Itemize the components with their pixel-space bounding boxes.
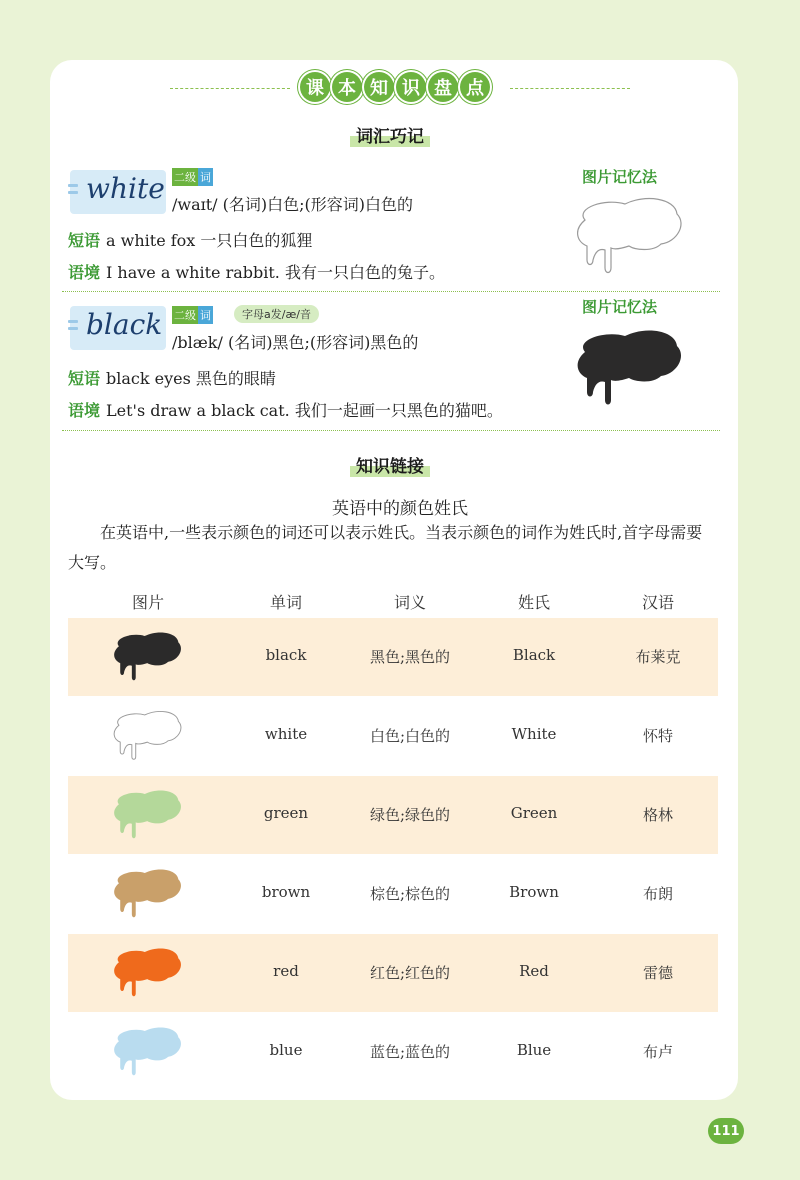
blue-paint-icon [106, 1021, 190, 1081]
table-cell-meaning: 黑色;黑色的 [369, 648, 451, 666]
white-paint-icon [565, 190, 695, 280]
header-cell: 姓氏 [517, 593, 551, 612]
word-definition: /waɪt/ (名词)白色;(形容词)白色的 [172, 195, 414, 214]
red-paint-icon [106, 942, 190, 1002]
paint-shape [114, 632, 181, 680]
table-title: 英语中的颜色姓氏 [332, 499, 468, 519]
table-row [68, 697, 718, 775]
context-text: I have a white rabbit. 我有一只白色的兔子。 [106, 263, 445, 282]
table-cell-chinese: 布莱克 [635, 648, 681, 666]
table-cell-surname: Black [512, 646, 556, 664]
paint-shape [114, 711, 181, 759]
paint-shape [114, 790, 181, 838]
banner-char: 盘 [428, 72, 458, 102]
phrase-line [68, 366, 276, 389]
page-number: 111 [708, 1118, 744, 1144]
banner-char: 课 [300, 72, 330, 102]
table-cell-word: black [265, 646, 307, 664]
table-row [68, 618, 718, 696]
phonics-tag: 字母a发/æ/音 [234, 305, 319, 323]
table-cell-chinese: 雷德 [642, 964, 674, 982]
table-cell-surname: White [511, 725, 557, 743]
section-banner [300, 72, 490, 102]
context-label: 语境 [68, 401, 101, 420]
word-tag-black [70, 306, 166, 350]
table-cell-chinese: 布朗 [642, 885, 674, 903]
table-header [68, 588, 718, 616]
level-badge: 二级 词 [172, 306, 213, 324]
table-row [68, 776, 718, 854]
context-label: 语境 [68, 263, 101, 282]
table-cell-word: red [273, 962, 299, 980]
header-cell: 汉语 [641, 593, 675, 612]
context-line [68, 398, 503, 421]
section-divider [62, 291, 720, 292]
paint-shape [578, 199, 681, 273]
table-cell-meaning: 棕色;棕色的 [369, 885, 451, 903]
paint-shape [114, 948, 181, 996]
level-badge: 二级 词 [172, 168, 213, 186]
table-cell-chinese: 格林 [642, 806, 674, 824]
black-paint-icon [565, 322, 695, 412]
banner-char: 点 [460, 72, 490, 102]
phrase-text: a white fox 一只白色的狐狸 [106, 231, 313, 250]
knowledge-heading: 知识链接 [350, 452, 430, 477]
banner-char: 识 [396, 72, 426, 102]
phrase-text: black eyes 黑色的眼睛 [106, 369, 276, 388]
intro-paragraph: 在英语中,一些表示颜色的词还可以表示姓氏。当表示颜色的词作为姓氏时,首字母需要大写。 [68, 523, 703, 572]
banner-char: 知 [364, 72, 394, 102]
banner-divider-right [510, 88, 630, 89]
table-cell-surname: Blue [516, 1041, 552, 1059]
paint-shape [578, 331, 681, 405]
phrase-label: 短语 [68, 231, 101, 250]
table-row [68, 855, 718, 933]
context-line [68, 260, 445, 283]
table-cell-surname: Red [519, 962, 549, 980]
memo-label: 图片记忆法 [582, 168, 658, 186]
word-tag-white [70, 170, 166, 214]
banner-char: 本 [332, 72, 362, 102]
black-paint-icon [106, 626, 190, 686]
word-heading: white [86, 172, 165, 205]
table-cell-meaning: 红色;红色的 [369, 964, 451, 982]
table-cell-meaning: 绿色;绿色的 [369, 806, 451, 824]
paint-shape [114, 869, 181, 917]
table-cell-word: green [263, 804, 309, 822]
table-cell-word: brown [261, 883, 311, 901]
vocab-heading: 词汇巧记 [350, 122, 430, 147]
table-row [68, 1013, 718, 1091]
paint-shape [114, 1027, 181, 1075]
memo-label: 图片记忆法 [582, 298, 658, 316]
table-cell-meaning: 蓝色;蓝色的 [369, 1043, 451, 1061]
brown-paint-icon [106, 863, 190, 923]
table-cell-word: white [264, 725, 308, 743]
phrase-line [68, 228, 312, 251]
white-paint-icon [106, 705, 190, 765]
dash-lines-icon [68, 320, 78, 334]
table-cell-chinese: 布卢 [642, 1043, 674, 1061]
table-cell-chinese: 怀特 [642, 727, 674, 745]
word-definition: /blæk/ (名词)黑色;(形容词)黑色的 [172, 333, 419, 352]
dash-lines-icon [68, 184, 78, 198]
header-cell: 图片 [131, 593, 165, 612]
section-divider [62, 430, 720, 431]
header-cell: 单词 [269, 593, 303, 612]
table-cell-meaning: 白色;白色的 [369, 727, 451, 745]
table-cell-surname: Brown [509, 883, 559, 901]
header-cell: 词义 [393, 593, 427, 612]
word-heading: black [86, 308, 163, 341]
table-cell-word: blue [269, 1041, 303, 1059]
context-text: Let's draw a black cat. 我们一起画一只黑色的猫吧。 [106, 401, 503, 420]
banner-divider-left [170, 88, 290, 89]
table-cell-surname: Green [510, 804, 558, 822]
table-row [68, 934, 718, 1012]
green-paint-icon [106, 784, 190, 844]
phrase-label: 短语 [68, 369, 101, 388]
